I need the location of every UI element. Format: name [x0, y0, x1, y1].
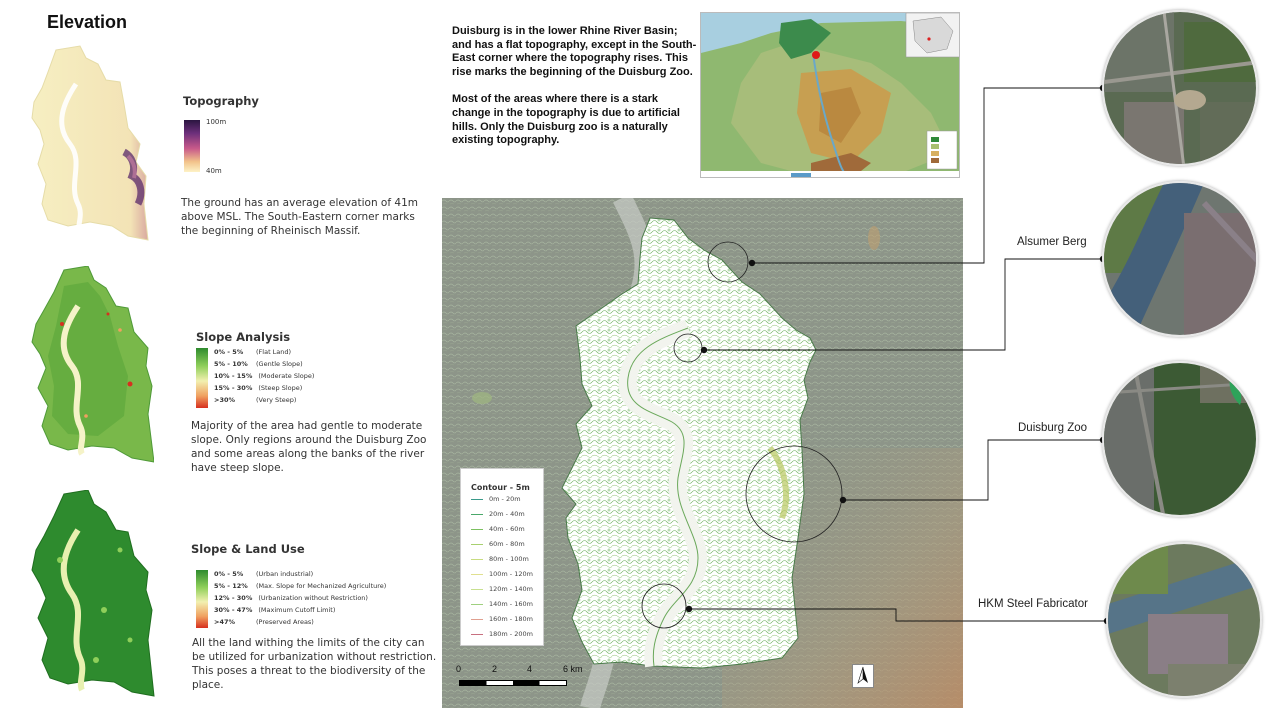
info-paragraph-2: Most of the areas where there is a stark change in the topography is due to artificial hills. Only the Duisburg zoo is a naturally existing topography.	[452, 93, 680, 147]
land-use-legend-row: 30% - 47% (Maximum Cutoff Limit)	[214, 606, 336, 614]
land-use-legend-row: >47% (Preserved Areas)	[214, 618, 314, 626]
scale-bar	[459, 680, 567, 686]
contour-legend-item: 180m - 200m	[471, 630, 533, 638]
topography-description: The ground has an average elevation of 41m above MSL. The South-Eastern corner marks the beginning of Rheinisch Massif.	[181, 197, 418, 237]
aerial-photo-alsumer-berg	[1102, 181, 1258, 337]
land-use-legend-row: 5% - 12% (Max. Slope for Mechanized Agriculture)	[214, 582, 387, 590]
scale-tick-6: 6 km	[563, 664, 583, 674]
slope-legend	[196, 348, 336, 408]
contour-legend-title: Contour - 5m	[471, 483, 530, 492]
callout-duisburg-zoo: Duisburg Zoo	[1018, 422, 1088, 434]
contour-legend-item: 100m - 120m	[471, 570, 533, 578]
scale-tick-2: 2	[492, 664, 498, 674]
contour-legend-item: 20m - 40m	[471, 510, 525, 518]
slope-legend-row: 10% - 15% (Moderate Slope)	[214, 372, 315, 380]
land-use-legend-row: 0% - 5% (Urban industrial)	[214, 570, 314, 578]
scale-tick-4: 4	[527, 664, 533, 674]
contour-legend	[460, 468, 544, 646]
slope-legend-row: 5% - 10% (Gentle Slope)	[214, 360, 303, 368]
contour-legend-item: 60m - 80m	[471, 540, 525, 548]
slope-legend-bar	[196, 348, 208, 408]
north-arrow-icon	[852, 664, 874, 688]
land-use-legend-bar	[196, 570, 208, 628]
regional-context-map	[700, 12, 960, 178]
slope-legend-row: 0% - 5% (Flat Land)	[214, 348, 292, 356]
info-paragraph-1: Duisburg is in the lower Rhine River Basin; and has a flat topography, except in the South-East corner where the topography rises. This rise marks the beginning of the Duisburg Zoo.	[452, 25, 697, 78]
contour-legend-item: 40m - 60m	[471, 525, 525, 533]
topography-map	[28, 44, 152, 244]
ramp-max-label: 100m	[206, 118, 227, 126]
slope-title: Slope Analysis	[196, 330, 291, 344]
aerial-photo-1	[1102, 10, 1258, 166]
contour-legend-item: 160m - 180m	[471, 615, 533, 623]
contour-legend-item: 140m - 160m	[471, 600, 533, 608]
slope-legend-row: 15% - 30% (Steep Slope)	[214, 384, 303, 392]
land-use-legend-row: 12% - 30% (Urbanization without Restriction)	[214, 594, 368, 602]
info-text	[452, 25, 697, 162]
slope-map	[28, 266, 154, 466]
contour-legend-item: 120m - 140m	[471, 585, 533, 593]
ramp-min-label: 40m	[206, 167, 222, 175]
aerial-photo-duisburg-zoo	[1102, 361, 1258, 517]
scale-tick-0: 0	[456, 664, 462, 674]
slope-description: Majority of the area had gentle to moderate slope. Only regions around the Duisburg Zoo and some areas along the banks of the river have steep slope.	[191, 420, 427, 474]
topography-ramp	[184, 120, 200, 172]
land-use-map	[30, 490, 156, 702]
land-use-title: Slope & Land Use	[191, 542, 305, 556]
slope-legend-row: >30% (Very Steep)	[214, 396, 297, 404]
land-use-legend	[196, 570, 386, 628]
land-use-description: All the land withing the limits of the city can be utilized for urbanization without restriction. This poses a threat to the biodiversity of the place.	[192, 637, 437, 691]
contour-legend-item: 0m - 20m	[471, 495, 521, 503]
callout-hkm-steel: HKM Steel Fabricator	[978, 598, 1088, 610]
contour-legend-item: 80m - 100m	[471, 555, 529, 563]
callout-alsumer-berg: Alsumer Berg	[1017, 236, 1087, 248]
aerial-photo-hkm-steel	[1106, 542, 1262, 698]
page-title: Elevation	[47, 12, 128, 32]
topography-title: Topography	[183, 94, 259, 108]
